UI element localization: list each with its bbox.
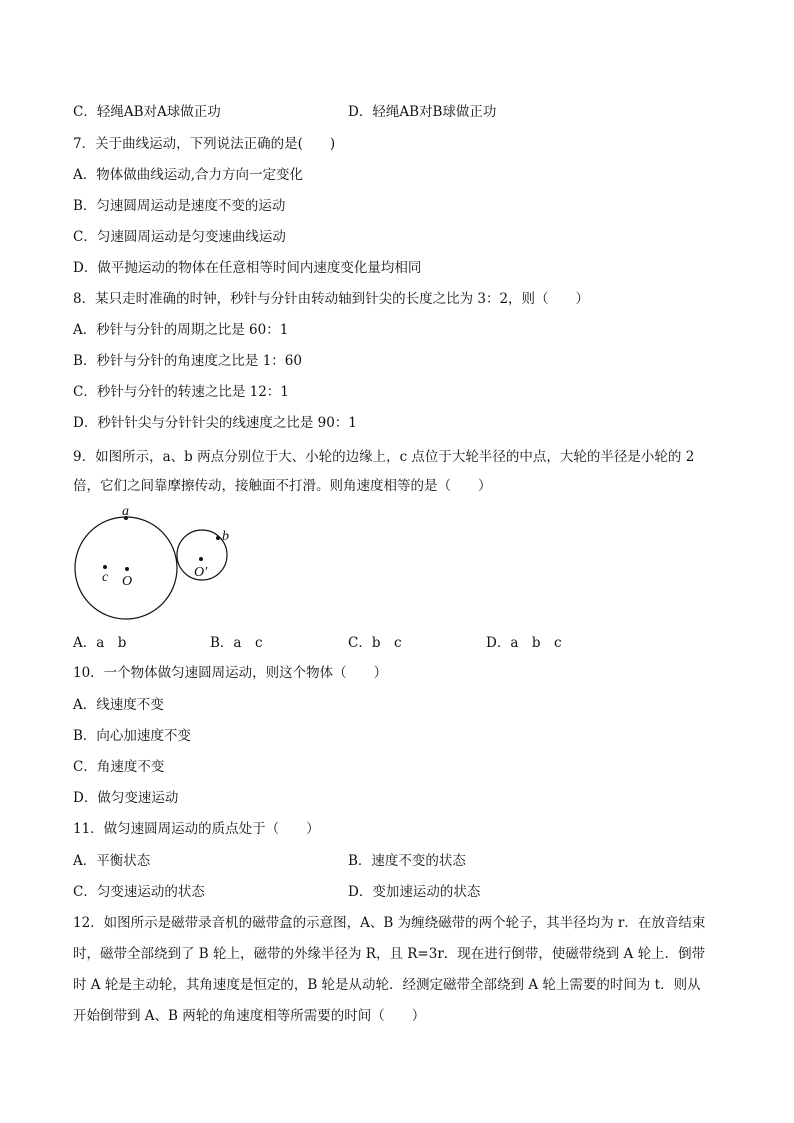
q8-option-d: D．秒针针尖与分针针尖的线速度之比是 90：1 bbox=[73, 415, 357, 431]
center-o2-dot bbox=[199, 557, 203, 561]
label-a: a bbox=[122, 504, 129, 519]
q10-option-a: A．线速度不变 bbox=[73, 697, 164, 713]
label-o-prime: O′ bbox=[194, 565, 208, 580]
q11-option-a: A．平衡状态 bbox=[73, 853, 151, 869]
q7-option-a: A．物体做曲线运动,合力方向一定变化 bbox=[73, 167, 304, 183]
label-c: c bbox=[102, 570, 109, 585]
point-c-dot bbox=[103, 565, 107, 569]
q9-option-a: A．a b bbox=[73, 635, 127, 651]
q10-option-c: C．角速度不变 bbox=[73, 759, 165, 775]
q7-option-c: C．匀速圆周运动是匀变速曲线运动 bbox=[73, 229, 286, 245]
label-b: b bbox=[222, 529, 229, 544]
q10-stem: 10．一个物体做匀速圆周运动，则这个物体（ ） bbox=[73, 665, 388, 681]
q7-stem: 7．关于曲线运动，下列说法正确的是( ) bbox=[73, 136, 336, 152]
q12-line-3: 时 A 轮是主动轮，其角速度是恒定的，B 轮是从动轮．经测定磁带全部绕到 A 轮上需要的时间为 t．则从 bbox=[73, 977, 701, 993]
q6-option-d: D．轻绳AB对B球做正功 bbox=[348, 104, 497, 120]
q9-option-d: D．a b c bbox=[486, 635, 562, 651]
label-o: O bbox=[122, 574, 133, 589]
q12-line-2: 时，磁带全部绕到了 B 轮上，磁带的外缘半径为 R，且 R=3r．现在进行倒带，使磁带绕到 A 轮上．倒带 bbox=[73, 946, 706, 962]
q8-option-b: B．秒针与分针的角速度之比是 1：60 bbox=[73, 353, 302, 369]
q9-option-b: B．a c bbox=[210, 635, 263, 651]
q9-stem-line-1: 9．如图所示，a、b 两点分别位于大、小轮的边缘上，c 点位于大轮半径的中点，大轮的半径是小轮的 2 bbox=[73, 449, 695, 465]
q9-wheel-figure bbox=[70, 500, 240, 630]
q11-option-b: B．速度不变的状态 bbox=[348, 853, 466, 869]
q8-option-a: A．秒针与分针的周期之比是 60：1 bbox=[73, 322, 289, 338]
q10-option-d: D．做匀变速运动 bbox=[73, 790, 179, 806]
center-o-dot bbox=[125, 567, 129, 571]
point-b-dot bbox=[216, 536, 220, 540]
q11-option-c: C．匀变速运动的状态 bbox=[73, 884, 205, 900]
q7-option-d: D．做平抛运动的物体在任意相等时间内速度变化量均相同 bbox=[73, 260, 422, 276]
q12-line-4: 开始倒带到 A、B 两轮的角速度相等所需要的时间（ ） bbox=[73, 1008, 426, 1024]
q11-stem: 11．做匀速圆周运动的质点处于（ ） bbox=[73, 821, 320, 837]
q8-option-c: C．秒针与分针的转速之比是 12：1 bbox=[73, 384, 289, 400]
q6-option-c: C．轻绳AB对A球做正功 bbox=[73, 104, 221, 120]
q8-stem: 8．某只走时准确的时钟，秒针与分针由转动轴到针尖的长度之比为 3：2，则（ ） bbox=[73, 291, 590, 307]
q11-option-d: D．变加速运动的状态 bbox=[348, 884, 481, 900]
q9-option-c: C．b c bbox=[348, 635, 402, 651]
q7-option-b: B．匀速圆周运动是速度不变的运动 bbox=[73, 198, 286, 214]
q12-line-1: 12．如图所示是磁带录音机的磁带盒的示意图，A、B 为缠绕磁带的两个轮子，其半径均为 r．在放音结束 bbox=[73, 915, 706, 931]
q10-option-b: B．向心加速度不变 bbox=[73, 728, 191, 744]
q9-options-row bbox=[73, 634, 723, 652]
q9-stem-line-2: 倍，它们之间靠摩擦传动，接触面不打滑。则角速度相等的是（ ） bbox=[73, 478, 492, 494]
